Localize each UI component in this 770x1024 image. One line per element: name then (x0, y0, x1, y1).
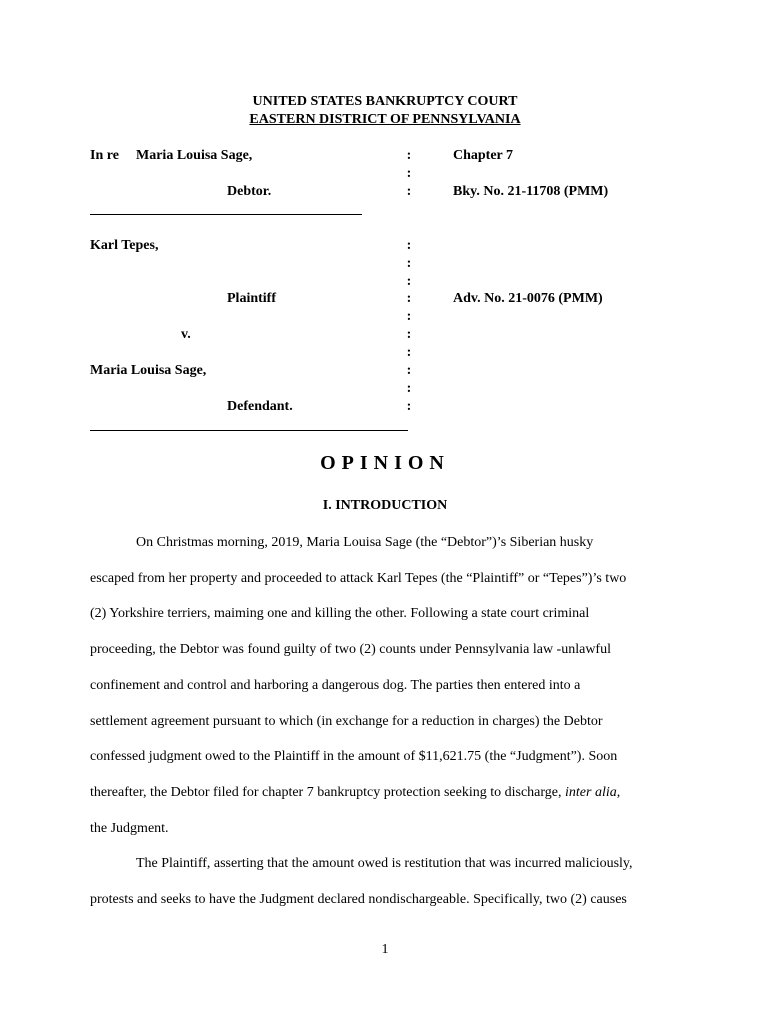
paragraph-text: thereafter, the Debtor filed for chapter 7 bankruptcy protection seeking to discharge, (90, 785, 565, 800)
caption-colon: : (406, 327, 412, 342)
caption-colon: : (406, 274, 412, 289)
caption-divider (90, 214, 362, 215)
paragraph-line: settlement agreement pursuant to which (in exchange for a reduction in charges) the Debtor (90, 714, 603, 729)
bky-number: Bky. No. 21-11708 (PMM) (453, 184, 609, 199)
caption-colon: : (406, 291, 412, 306)
court-name: UNITED STATES BANKRUPTCY COURT (252, 94, 518, 109)
caption-colon: : (406, 166, 412, 181)
caption-colon: : (406, 256, 412, 271)
opinion-title: OPINION (320, 452, 450, 474)
section-heading: I. INTRODUCTION (322, 498, 448, 513)
paragraph-line: confessed judgment owed to the Plaintiff in the amount of $11,621.75 (the “Judgment”). Soon (90, 749, 618, 764)
debtor-label: Debtor. (227, 184, 272, 199)
defendant-name: Maria Louisa Sage, (90, 363, 207, 378)
debtor-name: Maria Louisa Sage, (136, 148, 253, 163)
paragraph-line: (2) Yorkshire terriers, maiming one and killing the other. Following a state court criminal (90, 606, 590, 621)
paragraph-line: protests and seeks to have the Judgment declared nondischargeable. Specifically, two (2) causes (90, 892, 627, 907)
caption-colon: : (406, 381, 412, 396)
caption-colon: : (406, 309, 412, 324)
paragraph-line: the Judgment. (90, 821, 169, 836)
court-district: EASTERN DISTRICT OF PENNSYLVANIA (249, 112, 521, 127)
caption-colon: : (406, 399, 412, 414)
in-re-label: In re (90, 148, 119, 163)
versus-label: v. (181, 327, 191, 342)
paragraph-italic-text: inter alia (565, 785, 617, 800)
chapter-label: Chapter 7 (453, 148, 514, 163)
plaintiff-name: Karl Tepes, (90, 238, 159, 253)
paragraph-text: , (616, 785, 621, 800)
paragraph-line: escaped from her property and proceeded to attack Karl Tepes (the “Plaintiff” or “Tepes”)’s two (90, 571, 627, 586)
caption-colon: : (406, 363, 412, 378)
defendant-label: Defendant. (227, 399, 293, 414)
adv-number: Adv. No. 21-0076 (PMM) (453, 291, 603, 306)
paragraph-line: proceeding, the Debtor was found guilty of two (2) counts under Pennsylvania law -unlawful (90, 642, 611, 657)
paragraph-line: On Christmas morning, 2019, Maria Louisa Sage (the “Debtor”)’s Siberian husky (136, 535, 594, 550)
caption-divider (90, 430, 408, 431)
page-number: 1 (381, 942, 389, 957)
paragraph-line: The Plaintiff, asserting that the amount owed is restitution that was incurred maliciously, (136, 856, 633, 871)
caption-colon: : (406, 238, 412, 253)
caption-colon: : (406, 345, 412, 360)
plaintiff-label: Plaintiff (227, 291, 276, 306)
caption-colon: : (406, 148, 412, 163)
paragraph-line (90, 785, 620, 801)
paragraph-line: confinement and control and harboring a dangerous dog. The parties then entered into a (90, 678, 581, 693)
caption-colon: : (406, 184, 412, 199)
